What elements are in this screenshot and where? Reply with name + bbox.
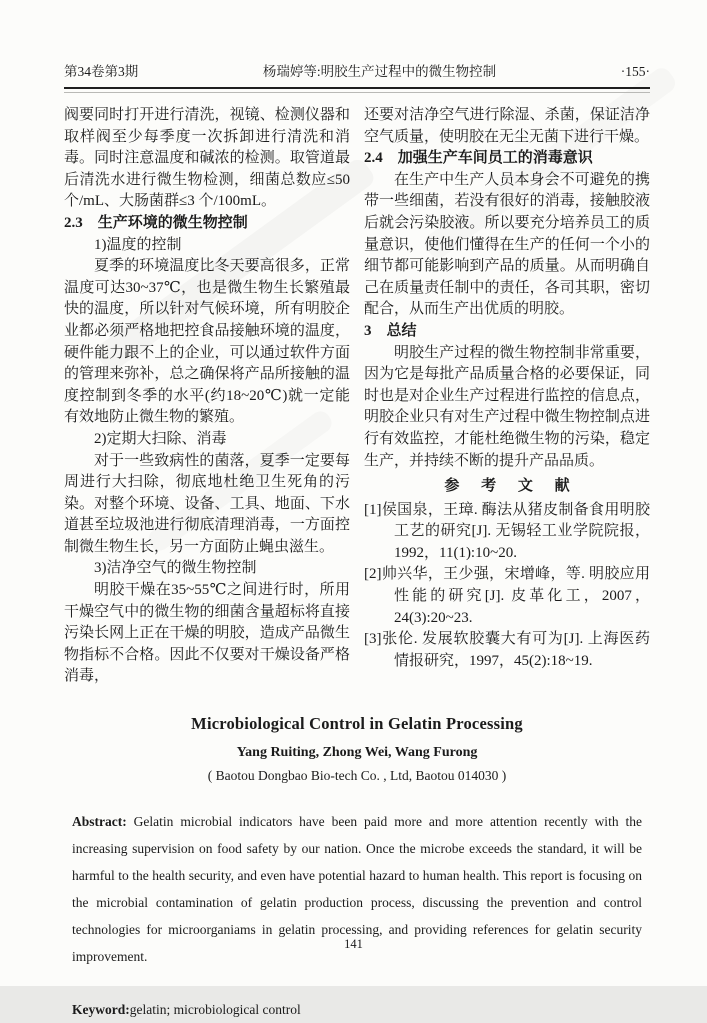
section-heading-2-4: 2.4 加强生产车间员工的消毒意识 <box>364 150 593 167</box>
left-column <box>64 105 350 688</box>
paragraph-temperature: 夏季的环境温度比冬天要高很多，正常温度可达30~37℃，也是微生物生长繁殖最快的温度，所以针对气候环境，所有明胶企业都必须严格地把控食品接触环境的温度，硬件能力跟不上的企业，可以通过软件方面的管理来弥补，总之确保将产品所接触的温度控制到冬季的水平(约18~20℃)就一定能有效地防止微生物的繁殖。 <box>64 258 350 426</box>
keyword-text: gelatin; microbiological control <box>129 1002 301 1018</box>
subsection-title-cleaning: 2)定期大扫除、消毒 <box>94 430 227 447</box>
reference-item: [2]帅兴华，王少强，宋增峰，等. 明胶应用性能的研究[J]. 皮革化工，2007，24(3):20~23. <box>364 566 650 626</box>
keyword-label: Keyword: <box>72 1002 130 1018</box>
english-authors: Yang Ruiting, Zhong Wei, Wang Furong <box>236 745 478 761</box>
english-affiliation: ( Baotou Dongbao Bio-tech Co. , Ltd, Baotou 014030 ) <box>207 768 507 784</box>
reference-item: [3]张伦. 发展软胶囊大有可为[J]. 上海医药情报研究，1997，45(2):18~19. <box>364 631 650 669</box>
english-keyword <box>72 996 642 1023</box>
subsection-title-temperature: 1)温度的控制 <box>94 236 182 253</box>
abstract-label: Abstract: <box>72 814 127 830</box>
page-folio: ·155· <box>620 64 650 79</box>
paragraph-staff-awareness: 在生产中生产人员本身会不可避免的携带一些细菌，若没有很好的消毒，接触胶液后就会污染胶液。所以要充分培养员工的质量意识，使他们懂得在生产的任何一个小的细节都可能影响到产品的质量。从而明确自己在质量责任制中的责任，各司其职，密切配合，从而生产出优质的明胶。 <box>364 171 650 318</box>
reference-item: [1]侯国泉，王璋. 酶法从猪皮制备食用明胶工艺的研究[J]. 无锡轻工业学院院报，1992，11(1):10~20. <box>364 501 650 561</box>
right-column <box>364 105 650 688</box>
english-abstract-section <box>64 714 650 1023</box>
page-header <box>64 60 650 80</box>
references-heading: 参 考 文 献 <box>444 478 579 495</box>
section-heading-2-3: 2.3 生产环境的微生物控制 <box>64 214 248 231</box>
volume-issue: 第34卷第3期 <box>64 64 139 79</box>
page-number: 141 <box>344 937 363 951</box>
page-footer <box>0 937 707 952</box>
section-heading-summary: 3 总结 <box>364 322 417 339</box>
english-title: Microbiological Control in Gelatin Processing <box>191 714 523 734</box>
article-body <box>64 105 650 688</box>
header-rule <box>64 87 650 93</box>
abstract-text: Gelatin microbial indicators have been paid more and more attention recently with the increasing supervision on food safety by our nation. Once the microbe exceeds the standard, it will be harmful to the health security, and even have potential hazard to human health. This report is focusing on the microbial contamination of gelatin production process, discussing the prevention and control technologies for microorganiams in gelatin processing, and providing references for gelatin security improvement. <box>72 814 642 965</box>
running-title: 杨瑞婷等:明胶生产过程中的微生物控制 <box>262 64 497 79</box>
paragraph-continuation: 阀要同时打开进行清洗，视镜、检测仪器和取样阀至少每季度一次拆卸进行清洗和消毒。同时注意温度和碱浓的检测。取管道最后清洗水进行微生物检测，细菌总数应≤50 个/mL、大肠菌群≤3 个/100mL。 <box>64 107 350 210</box>
paragraph-clean-air: 明胶干燥在35~55℃之间进行时，所用干燥空气中的微生物的细菌含量超标将直接污染长网上正在干燥的明胶，造成产品微生物指标不合格。因此不仅要对干燥设备严格消毒， <box>64 582 350 685</box>
paragraph-continuation: 还要对洁净空气进行除湿、杀菌，保证洁净空气质量，使明胶在无尘无菌下进行干燥。 <box>364 107 650 145</box>
paragraph-summary: 明胶生产过程的微生物控制非常重要，因为它是每批产品质量合格的必要保证，同时也是对企业生产过程进行监控的信息点，明胶企业只有对生产过程中微生物控制点进行有效监控，才能杜绝微生物的污染，稳定生产，并持续不断的提升产品品质。 <box>364 344 650 469</box>
paragraph-cleaning: 对于一些致病性的菌落，夏季一定要每周进行大扫除，彻底地杜绝卫生死角的污染。对整个环境、设备、工具、地面、下水道甚至垃圾池进行彻底清理消毒，一方面控制微生物生长，另一方面防止蝇虫滋生。 <box>64 452 350 555</box>
subsection-title-clean-air: 3)洁净空气的微生物控制 <box>94 560 257 577</box>
